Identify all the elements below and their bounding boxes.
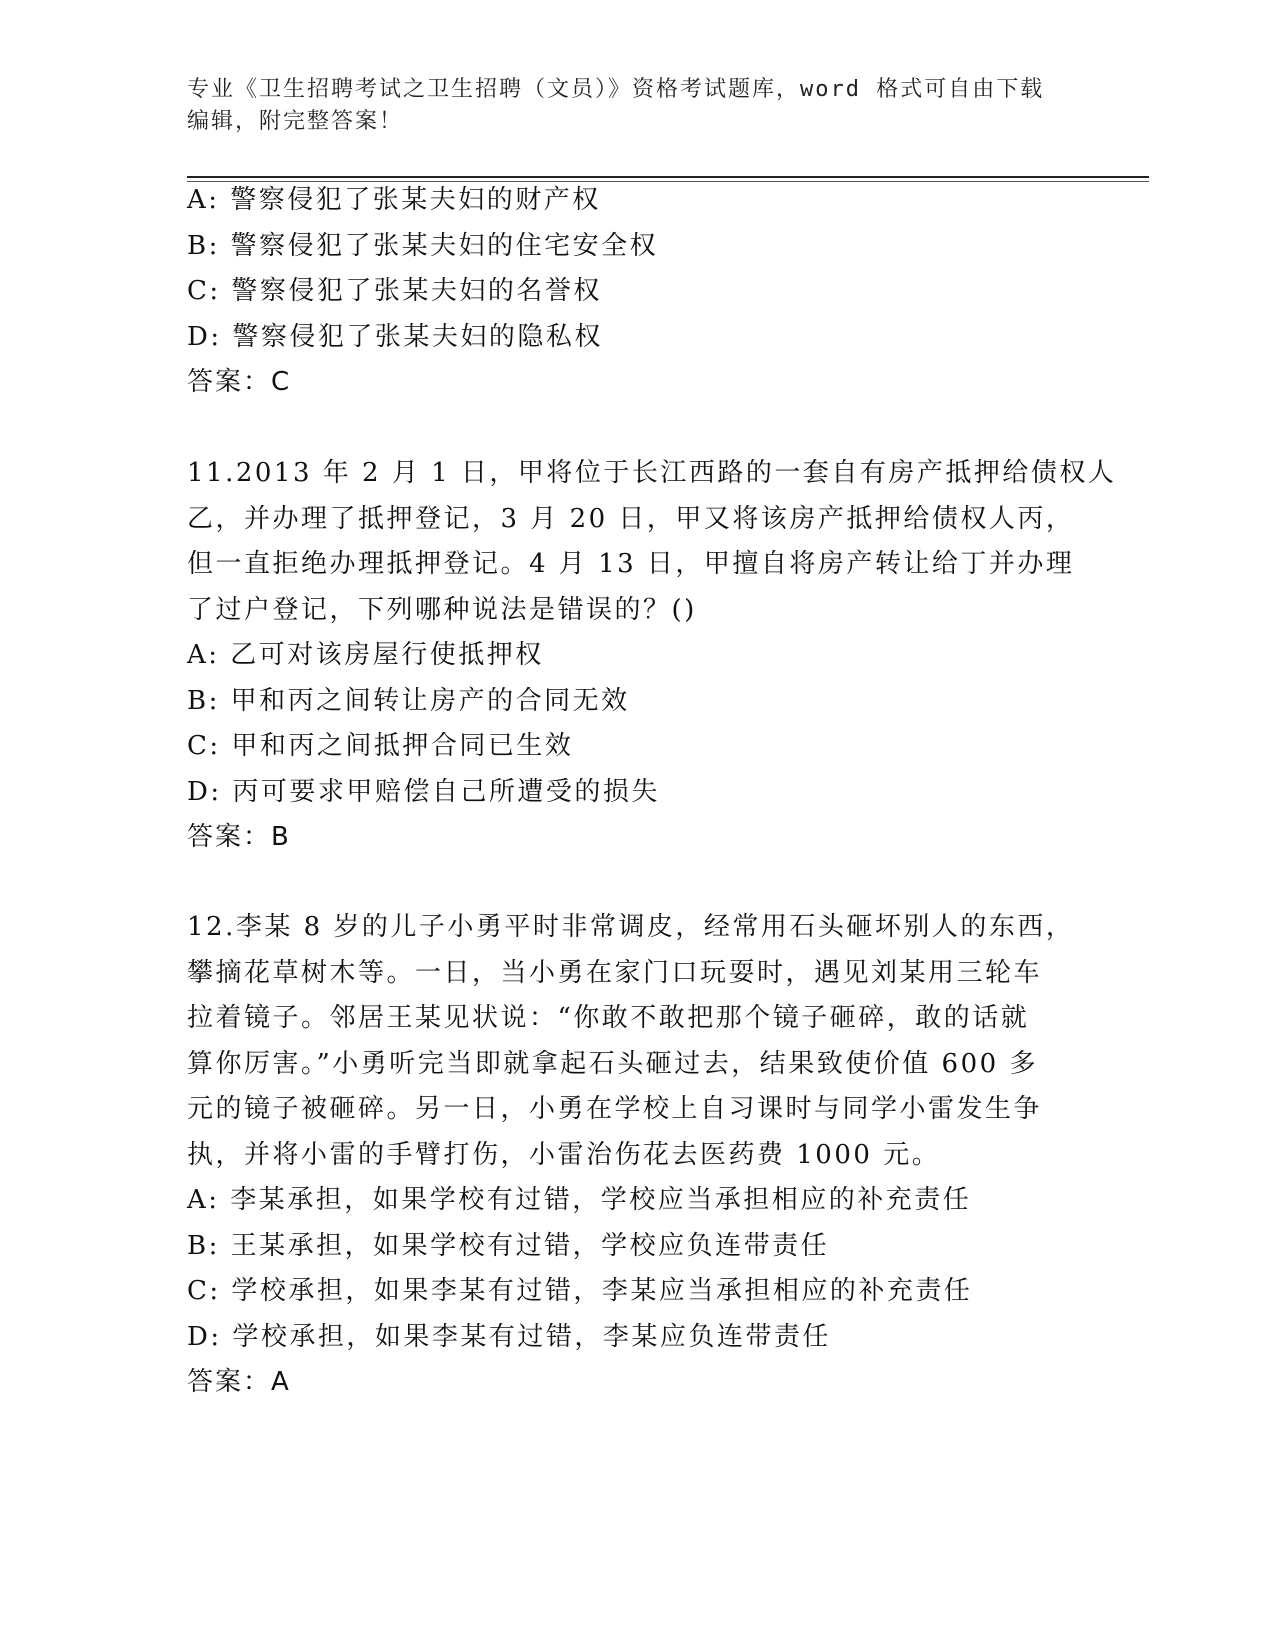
question-stem-line: 但一直拒绝办理抵押登记。4 月 13 日，甲擅自将房产转让给丁并办理 (187, 549, 1075, 579)
question-10 (187, 178, 1087, 406)
question-stem-line: 执，并将小雷的手臂打伤，小雷治伤花去医药费 1000 元。 (187, 1139, 941, 1170)
header-line-1: 专业《卫生招聘考试之卫生招聘（文员）》资格考试题库，word 格式可自由下载 (187, 77, 1045, 102)
question-stem-line: 攀摘花草树木等。一日，当小勇在家门口玩耍时，遇见刘某用三轮车 (187, 957, 1043, 988)
header-line-2: 编辑，附完整答案！ (187, 109, 404, 134)
option-d: D: 丙可要求甲赔偿自己所遭受的损失 (187, 776, 660, 807)
option-a: A: 李某承担，如果学校有过错，学校应当承担相应的补充责任 (187, 1185, 972, 1215)
answer: 答案：A (187, 1367, 291, 1397)
answer: 答案：C (187, 367, 292, 397)
option-d: D: 学校承担，如果李某有过错，李某应负连带责任 (187, 1321, 831, 1352)
document-header (187, 74, 1087, 138)
question-stem-line: 了过户登记，下列哪种说法是错误的？() (187, 594, 697, 625)
question-stem-line: 乙，并办理了抵押登记，3 月 20 日，甲又将该房产抵押给债权人丙， (187, 503, 1075, 534)
option-d: D: 警察侵犯了张某夫妇的隐私权 (187, 321, 603, 352)
question-stem-line: 12.李某 8 岁的儿子小勇平时非常调皮，经常用石头砸坏别人的东西， (187, 912, 1075, 942)
option-b: B: 王某承担，如果学校有过错，学校应负连带责任 (187, 1230, 830, 1261)
option-a: A: 警察侵犯了张某夫妇的财产权 (187, 185, 601, 215)
option-a: A: 乙可对该房屋行使抵押权 (187, 640, 544, 670)
question-11 (187, 451, 1117, 861)
option-b: B: 甲和丙之间转让房产的合同无效 (187, 685, 630, 716)
option-c: C: 学校承担，如果李某有过错，李某应当承担相应的补充责任 (187, 1276, 973, 1306)
question-stem-line: 算你厉害。”小勇听完当即就拿起石头砸过去，结果致使价值 600 多 (187, 1048, 1038, 1079)
answer: 答案：B (187, 822, 291, 852)
question-stem-line: 元的镜子被砸碎。另一日，小勇在学校上自习课时与同学小雷发生争 (187, 1094, 1043, 1124)
option-b: B: 警察侵犯了张某夫妇的住宅安全权 (187, 230, 659, 261)
option-c: C: 警察侵犯了张某夫妇的名誉权 (187, 276, 602, 306)
question-12 (187, 905, 1087, 1406)
question-stem-line: 11.2013 年 2 月 1 日，甲将位于长江西路的一套自有房产抵押给债权人 (187, 458, 1117, 488)
question-stem-line: 拉着镜子。邻居王某见状说：“你敢不敢把那个镜子砸碎，敢的话就 (187, 1003, 1030, 1033)
option-c: C: 甲和丙之间抵押合同已生效 (187, 731, 574, 761)
